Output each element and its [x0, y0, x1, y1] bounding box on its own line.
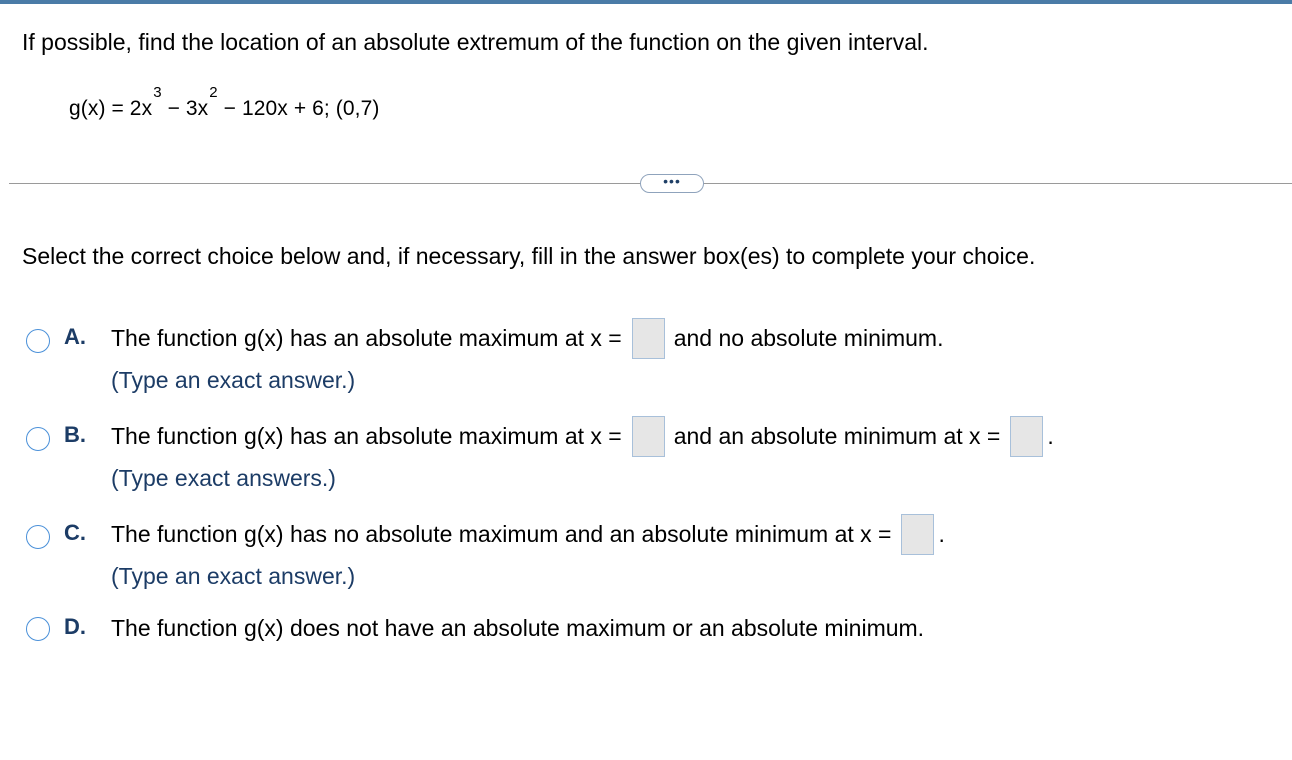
choice-d-letter: D. — [64, 614, 86, 639]
choice-b-text-before: The function g(x) has an absolute maximum at x = — [111, 423, 622, 449]
choice-a-max-answer-box[interactable] — [632, 318, 665, 359]
choice-b-text-end: . — [1047, 423, 1054, 449]
choice-d-radio[interactable] — [26, 617, 50, 641]
choice-c-text-before: The function g(x) has no absolute maximum and an absolute minimum at x = — [111, 521, 892, 547]
choice-c-hint: (Type an exact answer.) — [111, 563, 356, 589]
choice-c-letter: C. — [64, 520, 86, 545]
function-formula — [69, 84, 380, 121]
choice-b-hint: (Type exact answers.) — [111, 465, 336, 491]
choice-c-min-answer-box[interactable] — [901, 514, 934, 555]
formula-exponent2: 2 — [209, 84, 218, 101]
choice-b-letter: B. — [64, 422, 86, 447]
choice-c-line — [111, 514, 945, 555]
top-accent-bar — [0, 0, 1292, 4]
choice-a-hint: (Type an exact answer.) — [111, 367, 356, 393]
choice-d-text: The function g(x) does not have an absolute maximum or an absolute minimum. — [111, 615, 925, 641]
more-options-button[interactable]: ••• — [640, 174, 704, 193]
choice-b-min-answer-box[interactable] — [1010, 416, 1043, 457]
choice-c-radio[interactable] — [26, 525, 50, 549]
choice-a-radio[interactable] — [26, 329, 50, 353]
choice-b-line — [111, 416, 1054, 457]
formula-part3: − 120x + 6; (0,7) — [217, 97, 380, 120]
formula-part2: − 3x — [161, 97, 209, 120]
choice-c-text-end: . — [938, 521, 945, 547]
choice-d-line — [111, 615, 924, 642]
formula-part1: g(x) = 2x — [69, 97, 153, 120]
question-text: If possible, find the location of an absolute extremum of the function on the given interval. — [22, 29, 929, 55]
choice-a-line — [111, 318, 943, 359]
choice-b-radio[interactable] — [26, 427, 50, 451]
choice-a-text-before: The function g(x) has an absolute maximum at x = — [111, 325, 622, 351]
choice-a-letter: A. — [64, 324, 86, 349]
formula-exponent1: 3 — [153, 84, 162, 101]
instruction-text: Select the correct choice below and, if necessary, fill in the answer box(es) to complete your choice. — [22, 243, 1036, 269]
choice-a-text-after: and no absolute minimum. — [673, 325, 944, 351]
choice-b-max-answer-box[interactable] — [632, 416, 665, 457]
choice-b-text-middle: and an absolute minimum at x = — [673, 423, 1001, 449]
